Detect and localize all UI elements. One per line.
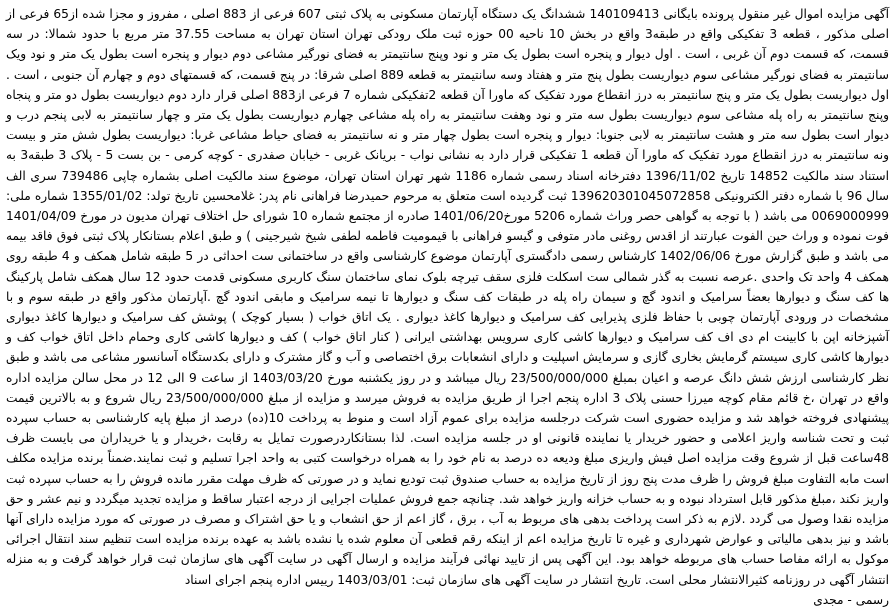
notice-signature: رسمی - مجدی [813, 592, 889, 607]
notice-body: آگهی مزایده اموال غیر منقول پرونده بایگانی 140109413 ششدانگ یک دستگاه آپارتمان مسکونی به پلاک ثبتی 607 فرعی از 883 اصلی ، مفروز و مجزا شده از65 فرعی از اصلی مذکور ، قطعه 3 تفکیکی واقع در طبقه3 واقع در بخش 10 ناحیه 00 حوزه ثبت ملک رودکی تهران استان تهران به مساحت 37.55 متر مربع با حدود شمالا: در سه قسمت، که قسمت دوم آن غربی ، است . اول دیوار و پنجره است بطول یک متر و نود وپنج سانتیمتر به فضای نورگیر مشاعی دوم دیوار و پنجره است بطول یک متر و نود ویک سانتیمتر به فضای نورگیر مشاعی سوم دیواریست بطول پنج متر و هفتاد وسه سانتیمتر به قطعه 889 اصلی شرقا: در پنج قسمت، که قسمتهای دوم و چهارم آن جنوبی ، است . اول دیواریست بطول یک متر و پنج سانتیمتر به درز انقطاع مورد تفکیک که ماورا آن قطعه 2تفکیکی شماره 7 فرعی از883 اصلی قرار دارد دوم دیواریست بطول دو متر و پنجاه وپنج سانتیمتر به راه پله مشاعی سوم دیواریست بطول سه متر و نود وهفت سانتیمتر به راه پله مشاعی چهارم دیواریست بطول یک متر و چهار سانتیمتر به لابی پنجم درب و دیوار است بطول سه متر و هشت سانتیمتر به لابی جنوبا: دیوار و پنجره است بطول چهار متر و نه سانتیمتر به فضای حیاط مشاعی غربا: دیواریست بطول شش متر و بیست ونه سانتیمتر به درز انقطاع مورد تفکیک که ماورا آن قطعه 1 تفکیکی قرار دارد به نشانی نواب - بریانک غربی - خیابان صفدری - کوچه کرمی - بن بست 5 - پلاک 3 طبقه3 به استناد سند مالکیت 14852 تاریخ 1396/11/02 دفترخانه اسناد رسمی شماره 1186 شهر تهران استان تهران، موضوع سند مالکیت اصلی بشماره چاپی 739486 سری الف سال 96 با شماره دفتر الکترونیکی 139620301045072858 ثبت گردیده است متعلق به مرحوم حمیدرضا فراهانی نام پدر: غلامحسین تاریخ تولد: 1355/01/02 شماره ملی: 0069000999 می باشد ( با توجه به گواهی حصر وراث شماره 5206 مورخ1401/06/20 صادره از مجتمع شماره 10 شورای حل اختلاف تهران مدیون در مورخ 1401/04/09 فوت نموده و وراث حین الفوت عبارتند از اقدس روغنی مادر متوفی و گیسو فراهانی با قیمومیت فاطمه لطفی شیخ شیرجینی ) و طبق اعلام بستانکار پلاک ثبتی فوق فاقد بیمه می باشد و طبق گزارش مورخ 1402/06/06 کارشناس رسمی دادگستری آپارتمان موضوع کارشناسی واقع در ساختمانی ست احداثی در 5 طبقه شامل همکف و 4 طبقه روی همکف 4 واحد تک واحدی .عرصه نسبت به گذر شمالی ست اسکلت فلزی سقف تیرچه بلوک نمای ساختمان سنگ کاربری مسکونی قدمت حدود 12 سال همکف شامل پارکینگ ها کف سنگ و دیوارها بعضاً سرامیک و اندود گچ و سیمان راه پله در طبقات کف سنگ و دیوارها تا نیمه سرامیک و مابقی اندود گچ .آپارتمان مذکور واقع در طبقه سوم و با مشخصات در ورودی آپارتمان چوبی با حفاظ فلزی پذیرایی کف سرامیک و دیوارها کاغذ دیواری . یک اتاق خواب ( بسیار کوچک ) پوشش کف سرامیک و دیوارها کاغذ دیواری آشپزخانه اپن با کابینت ام دی اف کف سرامیک و دیوارها کاشی کاری سرویس بهداشتی ایرانی ( کنار اتاق خواب ) کف و دیوارها کاشی کاری وحمام داخل اتاق خواب کف و دیوارها کاشی کاری سیستم گرمایش بخاری گازی و سرمایش اسپلیت و دارای انشعابات برق اختصاصی و آب و گاز مشترک و دارای بکدستگاه آسانسور مشاعی می باشد و طبق نظر کارشناسی ارزش شش دانگ عرصه و اعیان بمبلغ 23/500/000/000 ریال میباشد و در روز یکشنبه مورخ 1403/03/20 از ساعت 9 الی 12 در محل سالن مزایده اداره واقع در تهران ،خ قائم مقام کوچه میرزا حسنی پلاک 3 اداره پنجم اجرا از طریق مزایده به فروش میرسد و مزایده از مبلغ 23/500/000/000 ریال شروع و به بالاترین قیمت پیشنهادی فروخته خواهد شد و مزایده حضوری است شرکت درجلسه مزایده برای عموم آزاد است و منوط به پرداخت 10(ده) درصد از مبلغ پایه کارشناسی به حساب سپرده ثبت و تحت شناسه واریز اعلامی و حضور خریدار یا نماینده قانونی او در جلسه مزایده است. لذا بستانکاردرصورت تمایل به رقابت ،خریدار و یا خریداران می بایست ظرف 48ساعت قبل از شروع وقت مزایده اصل فیش واریزی مبلغ ودیعه ده درصد به نام خود را به همراه درخواست کتبی به واحد اجرا تسلیم و ثبت نمایند.ضمناً برنده مزایده مکلف است مابه التفاوت مبلغ فروش را ظرف مدت پنج روز از تاریخ مزایده به حساب صندوق ثبت تودیع نماید و در صورتی که ظرف مهلت مقرر مانده فروش را به حساب سپرده ثبت واریز نکند ،مبلغ مذکور قابل استرداد نبوده و به حساب خزانه واریز خواهد شد. چنانچه جمع فروش عملیات اجرایی از درجه اعتبار ساقط و مزایده تجدید میگردد و نیم عشر و حق مزایده نقدا وصول می گردد .لازم به ذکر است پرداخت بدهی های مربوط به آب ، برق ، گاز اعم از حق انشعاب و یا حق اشتراک و مصرف در صورتی که مورد مزایده دارای آنها باشد و نیز بدهی مالیاتی و عوارض شهرداری و غیره تا تاریخ مزایده اعم از اینکه رقم قطعی آن معلوم شده یا نشده باشد به عهده برنده مزایده است تنظیم سند انتقال اجرائی موکول به ارائه مفاصا حساب های مربوطه خواهد بود. این آگهی پس از تایید نهائی فرآیند مزایده و ارسال آگهی در سایت آگهی های سازمان ثبت قرار خواهد گرفت و به منزله انتشار آگهی در روزنامه کثیرالانتشار محلی است. تاریخ انتشار در سایت آگهی های سازمان ثبت: 1403/03/01 رییس اداره پنجم اجرای اسناد [6, 7, 890, 587]
